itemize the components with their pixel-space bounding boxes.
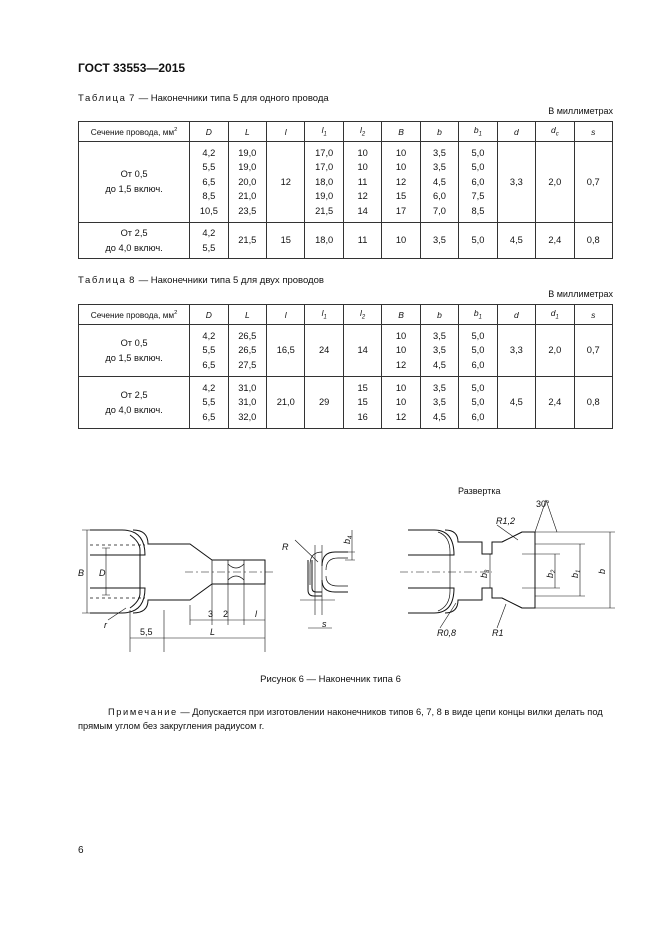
label-b1-main: b <box>570 572 580 578</box>
table-cell <box>497 377 535 429</box>
table-header-cell <box>536 305 574 325</box>
label-b3-sub: 3 <box>485 569 491 573</box>
cell-value: 6,5 <box>202 411 216 422</box>
label-b4-sub: 4 <box>348 535 354 539</box>
table-cell <box>305 142 343 223</box>
header-text: Сечение провода, мм <box>90 309 175 320</box>
cell-value: 0,8 <box>586 235 600 246</box>
cell-value: 5,5 <box>202 345 216 356</box>
cell-value: 14 <box>357 205 368 216</box>
table-cell <box>459 325 497 377</box>
table-header-cell <box>459 305 497 325</box>
section-line: От 0,5 <box>120 337 148 348</box>
terminal-drawing <box>60 480 620 660</box>
label-L: L <box>210 627 216 637</box>
cell-value: 5,0 <box>471 382 485 393</box>
table-header-cell <box>343 122 381 142</box>
cell-value: 0,7 <box>586 176 600 187</box>
table-cell <box>574 223 612 259</box>
label-b2-sub: 2 <box>551 569 557 573</box>
cell-value: 14 <box>357 345 368 356</box>
cell-value: 10 <box>395 382 407 393</box>
table-cell <box>267 223 305 259</box>
cell-value: 12 <box>395 411 407 422</box>
table8-caption-text: — Наконечники типа 5 для двух проводов <box>138 275 324 286</box>
cell-value: 15 <box>357 397 368 408</box>
table-cell <box>267 142 305 223</box>
header-text: D <box>205 309 212 320</box>
table-row <box>79 142 613 223</box>
cell-value: 26,5 <box>238 345 257 356</box>
table7-caption-num: 7 <box>129 93 136 104</box>
cell-value: 0,7 <box>586 345 600 356</box>
cell-value: 5,0 <box>471 330 485 341</box>
cell-value: 10 <box>357 162 368 173</box>
header-text: l <box>321 125 324 136</box>
cell-value: 5,5 <box>202 242 216 253</box>
table8-caption-word: Таблица <box>78 275 127 286</box>
cell-value: 21,5 <box>238 235 257 246</box>
section-line: до 4,0 включ. <box>105 242 163 253</box>
header-text: l <box>360 308 362 319</box>
cell-value: 19,0 <box>238 162 257 173</box>
cell-value: 7,5 <box>471 191 485 202</box>
cell-value: 3,3 <box>509 176 523 187</box>
label-r: r <box>104 620 107 630</box>
cell-value: 6,0 <box>433 191 446 202</box>
cell-value: 21,0 <box>276 397 295 408</box>
table-cell <box>536 377 574 429</box>
table-cell <box>267 377 305 429</box>
section-line: до 1,5 включ. <box>105 352 163 363</box>
table-header-cell <box>305 122 343 142</box>
table-header-cell <box>190 305 228 325</box>
cell-value: 6,0 <box>471 359 485 370</box>
label-b4-main: b <box>342 538 352 544</box>
header-subscript: c <box>555 131 559 138</box>
table-cell <box>190 142 228 223</box>
header-text: B <box>398 126 404 137</box>
note-text: — Допускается при изготовлении наконечников типов 6, 7, 8 в виде цепи концы вилки делать под прямым углом без закругления радиусом r. <box>78 707 603 731</box>
cell-value: 24 <box>319 345 330 356</box>
cell-value: 6,5 <box>202 359 216 370</box>
table-cell <box>420 325 458 377</box>
table-cell <box>343 223 381 259</box>
table-header-cell <box>79 122 190 142</box>
cell-value: 12 <box>395 176 407 187</box>
header-subscript: 1 <box>323 131 327 138</box>
cell-value: 10 <box>395 162 407 173</box>
cell-value: 4,2 <box>202 228 216 238</box>
table-cell <box>228 325 266 377</box>
label-B: B <box>78 568 85 578</box>
label-b1-sub: 1 <box>576 569 582 573</box>
header-text: b <box>473 308 479 319</box>
header-subscript: 1 <box>555 314 559 321</box>
table-header-cell <box>459 122 497 142</box>
section-line: От 2,5 <box>120 389 148 400</box>
table-cell <box>574 142 612 223</box>
table-header-cell <box>382 305 420 325</box>
figure-caption: Рисунок 6 — Наконечник типа 6 <box>260 674 401 685</box>
header-subscript: 2 <box>361 314 366 321</box>
cell-value: 7,0 <box>433 205 446 216</box>
cell-value: 4,5 <box>433 176 446 187</box>
cell-value: 3,5 <box>433 345 446 356</box>
cell-value: 18,0 <box>315 235 334 246</box>
cell-value: 2,0 <box>548 176 562 187</box>
header-text: b <box>437 309 442 320</box>
cell-value: 3,3 <box>509 345 523 356</box>
cell-value: 16,5 <box>276 345 295 356</box>
table8-units: В миллиметрах <box>548 289 613 299</box>
table-cell <box>190 325 228 377</box>
cell-value: 19,0 <box>238 147 257 158</box>
cell-value: 3,5 <box>433 382 446 393</box>
cell-value: 3,5 <box>433 330 446 341</box>
cell-value: 2,0 <box>548 345 562 356</box>
header-subscript: 1 <box>478 314 482 321</box>
cell-value: 10 <box>395 147 407 158</box>
cell-value: 10 <box>357 147 368 158</box>
header-text: l <box>284 126 287 137</box>
note <box>78 705 613 733</box>
cell-value: 2,4 <box>548 235 562 246</box>
cell-value: 3,5 <box>433 397 446 408</box>
label-2: 2 <box>223 609 229 619</box>
cell-value: 5,0 <box>471 162 485 173</box>
table-header-cell <box>267 305 305 325</box>
section-line: до 4,0 включ. <box>105 404 163 415</box>
header-superscript: 2 <box>174 126 178 133</box>
cell-value: 10,5 <box>199 205 218 216</box>
header-text: b <box>473 125 479 136</box>
section-line: до 1,5 включ. <box>105 184 163 194</box>
table-cell <box>420 223 458 259</box>
cell-value: 3,5 <box>433 147 446 158</box>
cell-value: 5,5 <box>202 397 216 408</box>
cell-value: 17 <box>395 205 407 216</box>
header-text: d <box>514 126 519 137</box>
cell-value: 4,5 <box>433 411 446 422</box>
figure-title: Развертка <box>458 486 501 496</box>
section-cell <box>79 142 190 223</box>
cell-value: 6,0 <box>471 176 485 187</box>
cell-value: 4,5 <box>509 235 523 246</box>
label-l: l <box>255 609 257 619</box>
header-superscript: 2 <box>174 309 178 316</box>
cell-value: 12 <box>395 359 407 370</box>
cell-value: 4,5 <box>509 397 523 408</box>
table-cell <box>190 377 228 429</box>
table-cell <box>267 325 305 377</box>
cell-value: 4,2 <box>202 330 216 341</box>
label-R0-8: R0,8 <box>437 628 457 638</box>
cell-value: 11 <box>357 176 368 187</box>
cell-value: 4,5 <box>433 359 446 370</box>
table-cell <box>536 142 574 223</box>
cell-value: 6,0 <box>471 411 485 422</box>
table-cell <box>228 142 266 223</box>
cell-value: 29 <box>319 397 330 408</box>
table-cell <box>382 223 420 259</box>
table-cell <box>420 377 458 429</box>
label-s: s <box>322 619 327 629</box>
table-header-row <box>79 305 613 325</box>
header-subscript: 2 <box>361 131 366 138</box>
table-cell <box>459 377 497 429</box>
table7-units: В миллиметрах <box>548 106 613 116</box>
table-cell <box>536 223 574 259</box>
cell-value: 31,0 <box>238 382 257 393</box>
label-R1: R1 <box>492 628 504 638</box>
table8 <box>78 304 613 429</box>
table7 <box>78 121 613 259</box>
table-cell <box>343 325 381 377</box>
cell-value: 15 <box>395 191 407 202</box>
cell-value: 5,5 <box>202 162 216 173</box>
table-header-cell <box>574 305 612 325</box>
table-cell <box>574 325 612 377</box>
side-view-drawing <box>82 530 275 652</box>
cell-value: 10 <box>395 330 407 341</box>
table-header-cell <box>267 122 305 142</box>
cell-value: 6,5 <box>202 176 216 187</box>
cell-value: 5,0 <box>471 235 485 246</box>
cell-value: 2,4 <box>548 397 562 408</box>
label-b3-main: b <box>479 572 489 578</box>
table-cell <box>382 142 420 223</box>
label-b2-main: b <box>545 572 555 578</box>
table-cell <box>343 377 381 429</box>
table-cell <box>459 142 497 223</box>
section-cell <box>79 377 190 429</box>
header-text: d <box>514 309 519 320</box>
header-text: l <box>284 309 287 320</box>
table-cell <box>305 377 343 429</box>
table-header-cell <box>305 305 343 325</box>
table-header-cell <box>574 122 612 142</box>
table7-caption-word: Таблица <box>78 93 127 104</box>
cell-value: 27,5 <box>238 359 257 370</box>
table-header-cell <box>420 305 458 325</box>
header-subscript: 1 <box>323 314 327 321</box>
table-header-cell <box>228 305 266 325</box>
cell-value: 10 <box>395 397 407 408</box>
document-header: ГОСТ 33553—2015 <box>78 61 186 75</box>
table-header-cell <box>228 122 266 142</box>
page-number: 6 <box>78 845 84 856</box>
table-header-cell <box>497 305 535 325</box>
table-cell <box>382 377 420 429</box>
cell-value: 17,0 <box>315 147 334 158</box>
table-cell <box>228 377 266 429</box>
table-cell <box>536 325 574 377</box>
cell-value: 12 <box>280 176 291 187</box>
header-text: s <box>591 126 596 137</box>
cell-value: 17,0 <box>315 162 334 173</box>
header-text: s <box>591 309 596 320</box>
label-5-5: 5,5 <box>140 627 153 637</box>
cell-value: 20,0 <box>238 176 257 187</box>
cell-value: 32,0 <box>238 411 257 422</box>
cell-value: 11 <box>357 235 368 246</box>
header-text: D <box>205 126 212 137</box>
cell-value: 5,0 <box>471 147 485 158</box>
table-header-cell <box>382 122 420 142</box>
table8-caption <box>78 275 324 286</box>
table-cell <box>382 325 420 377</box>
header-text: l <box>360 125 362 136</box>
note-word: Примечание <box>108 707 178 717</box>
table-cell <box>497 325 535 377</box>
table-cell <box>497 223 535 259</box>
cell-value: 21,5 <box>315 205 334 216</box>
header-text: B <box>398 309 404 320</box>
header-text: L <box>244 126 250 137</box>
cell-value: 15 <box>357 382 368 393</box>
table-header-cell <box>79 305 190 325</box>
table-header-cell <box>190 122 228 142</box>
cell-value: 4,2 <box>202 147 216 158</box>
header-text: d <box>550 125 556 136</box>
cell-value: 3,5 <box>433 235 446 246</box>
cell-value: 21,0 <box>238 191 257 202</box>
table-cell <box>190 223 228 259</box>
cell-value: 10 <box>395 235 407 246</box>
cell-value: 5,0 <box>471 397 485 408</box>
header-text: L <box>244 309 250 320</box>
table7-caption-text: — Наконечники типа 5 для одного провода <box>138 93 329 104</box>
table8-caption-num: 8 <box>129 275 136 286</box>
header-text: l <box>321 308 324 319</box>
section-cell <box>79 223 190 259</box>
table-cell <box>497 142 535 223</box>
label-b: b <box>597 568 607 574</box>
cell-value: 26,5 <box>238 330 257 341</box>
cell-value: 8,5 <box>202 191 216 202</box>
table7-caption <box>78 93 329 104</box>
table-cell <box>305 325 343 377</box>
cell-value: 15 <box>280 235 291 246</box>
cell-value: 4,2 <box>202 382 216 393</box>
cell-value: 10 <box>395 345 407 356</box>
table-header-cell <box>343 305 381 325</box>
table-row <box>79 325 613 377</box>
table-header-cell <box>420 122 458 142</box>
label-R: R <box>282 542 289 552</box>
cell-value: 0,8 <box>586 397 600 408</box>
label-R1-2: R1,2 <box>496 516 516 526</box>
cell-value: 8,5 <box>471 205 485 216</box>
table-cell <box>574 377 612 429</box>
table-cell <box>305 223 343 259</box>
table-header-cell <box>536 122 574 142</box>
cell-value: 23,5 <box>238 205 257 216</box>
table-row <box>79 223 613 259</box>
table-header-row <box>79 122 613 142</box>
section-cell <box>79 325 190 377</box>
label-D: D <box>99 568 106 578</box>
section-line: От 0,5 <box>120 169 148 179</box>
label-3: 3 <box>208 609 214 619</box>
cell-value: 3,5 <box>433 162 446 173</box>
table-row <box>79 377 613 429</box>
label-30deg: 30° <box>536 499 550 509</box>
header-text: Сечение провода, мм <box>90 126 175 137</box>
section-line: От 2,5 <box>120 227 148 238</box>
table-cell <box>228 223 266 259</box>
table-cell <box>420 142 458 223</box>
table-header-cell <box>497 122 535 142</box>
cell-value: 5,0 <box>471 345 485 356</box>
cell-value: 31,0 <box>238 397 257 408</box>
label-b3 <box>479 569 491 578</box>
header-subscript: 1 <box>478 131 482 138</box>
cell-value: 19,0 <box>315 191 334 202</box>
header-text: d <box>550 308 556 319</box>
cell-value: 16 <box>357 411 368 422</box>
cell-value: 18,0 <box>315 176 334 187</box>
header-text: b <box>437 126 442 137</box>
table-cell <box>459 223 497 259</box>
table-cell <box>343 142 381 223</box>
cell-value: 12 <box>357 191 368 202</box>
